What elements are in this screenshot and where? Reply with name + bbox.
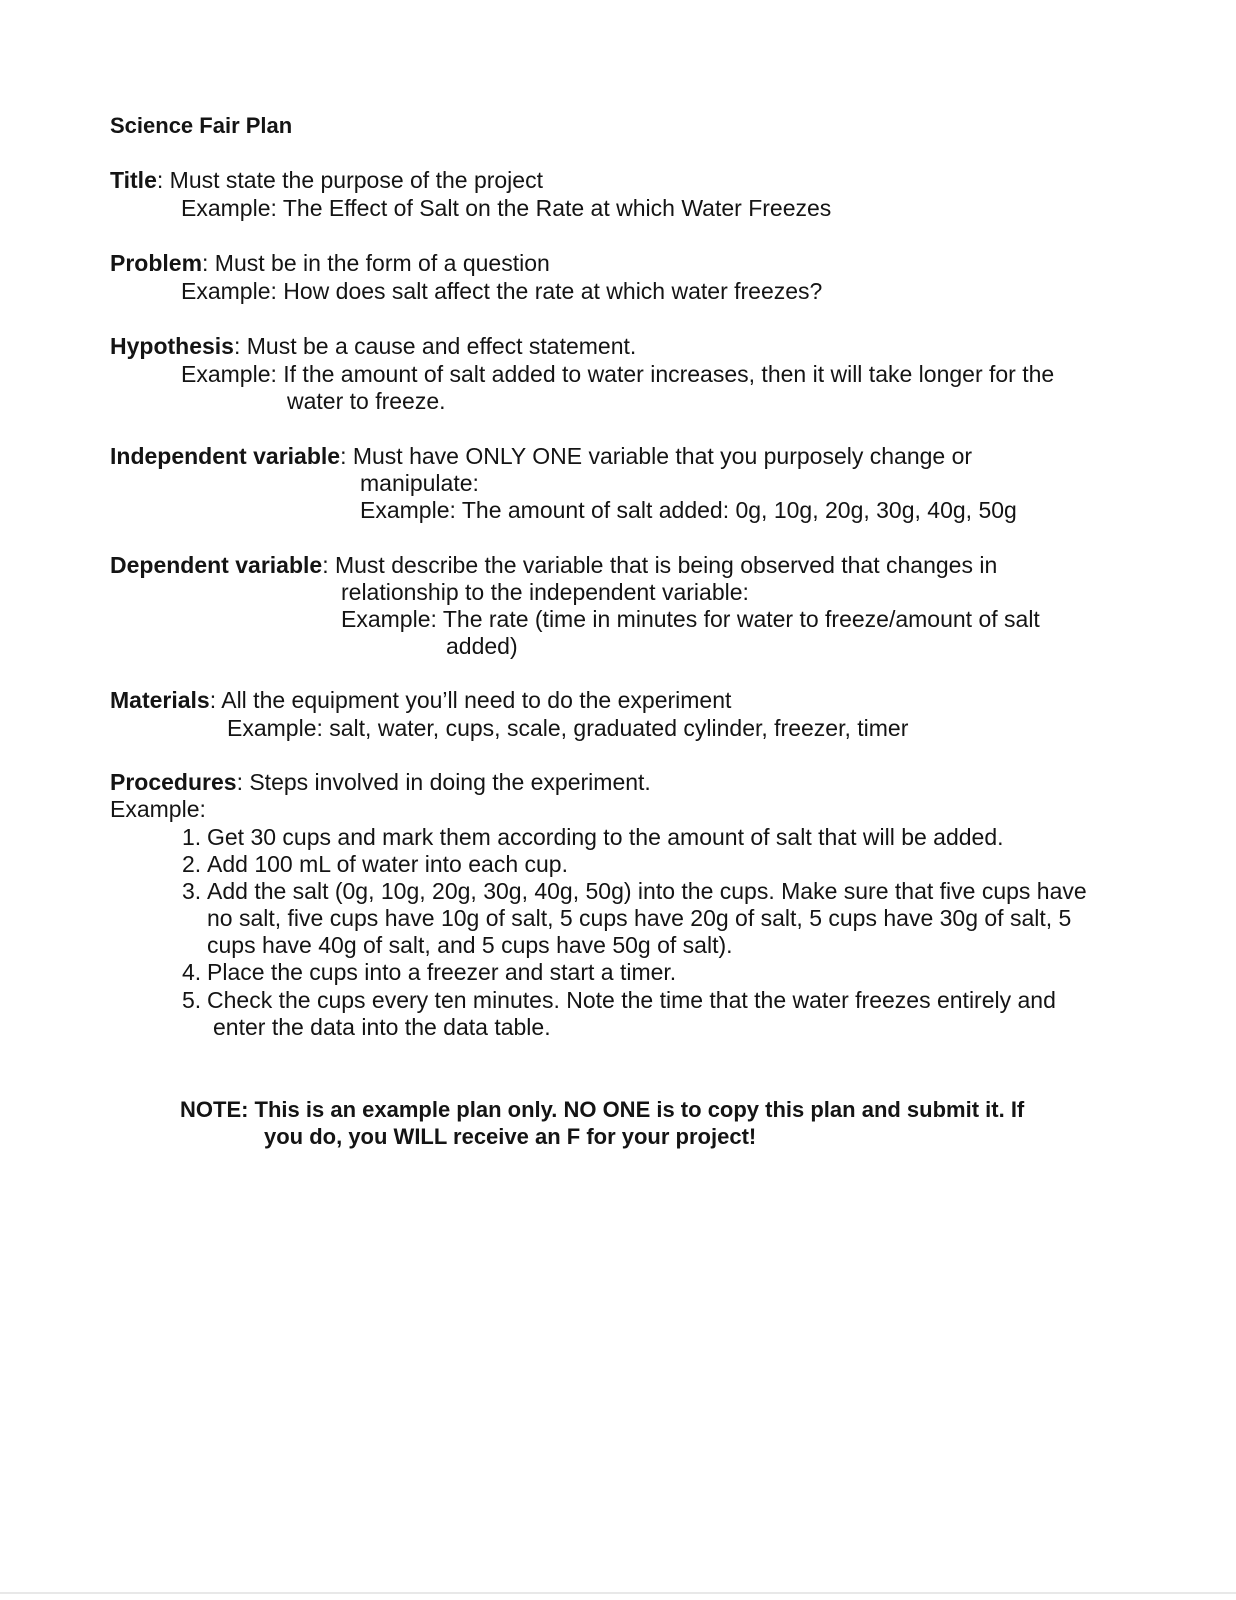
problem-section-line bbox=[110, 250, 550, 277]
procedures-label: Procedures bbox=[110, 769, 237, 795]
step-text: enter the data into the data table. bbox=[213, 1014, 551, 1040]
hypothesis-description: : Must be a cause and effect statement. bbox=[233, 333, 637, 359]
page-title: Science Fair Plan bbox=[110, 113, 293, 138]
hypothesis-example-line2: water to freeze. bbox=[287, 388, 446, 414]
materials-label: Materials bbox=[110, 687, 210, 713]
step-text: Get 30 cups and mark them according to the amount of salt that will be added. bbox=[207, 824, 1004, 850]
title-label: Title bbox=[110, 167, 157, 193]
step-text: Add 100 mL of water into each cup. bbox=[207, 851, 568, 877]
problem-example: Example: How does salt affect the rate at which water freezes? bbox=[181, 278, 823, 304]
independent-variable-line bbox=[110, 443, 972, 470]
independent-variable-example: Example: The amount of salt added: 0g, 10g, 20g, 30g, 40g, 50g bbox=[360, 497, 1017, 523]
page-bottom-edge bbox=[0, 1592, 1236, 1594]
dependent-variable-label: Dependent variable bbox=[110, 552, 323, 578]
step-number: 3. bbox=[182, 878, 202, 904]
independent-variable-label: Independent variable bbox=[110, 443, 341, 469]
problem-description: : Must be in the form of a question bbox=[202, 250, 550, 276]
step-text: Place the cups into a freezer and start a timer. bbox=[207, 959, 677, 985]
step-number: 1. bbox=[182, 824, 202, 850]
step-number: 2. bbox=[182, 851, 202, 877]
materials-section-line bbox=[110, 687, 731, 714]
dependent-variable-line bbox=[110, 552, 997, 579]
dependent-variable-description: : Must describe the variable that is being observed that changes in bbox=[322, 552, 998, 578]
warning-note-line1: NOTE: This is an example plan only. NO ONE is to copy this plan and submit it. If bbox=[180, 1097, 1025, 1122]
independent-variable-description: : Must have ONLY ONE variable that you purposely change or bbox=[340, 443, 973, 469]
procedures-description: : Steps involved in doing the experiment. bbox=[236, 769, 651, 795]
warning-note-line2: you do, you WILL receive an F for your project! bbox=[264, 1124, 757, 1149]
title-section-line bbox=[110, 167, 543, 194]
hypothesis-section-line bbox=[110, 333, 636, 360]
problem-label: Problem bbox=[110, 250, 203, 276]
dependent-variable-example-line2: added) bbox=[446, 633, 518, 659]
dependent-variable-description-line2: relationship to the independent variable: bbox=[341, 579, 749, 605]
dependent-variable-example-line1: Example: The rate (time in minutes for water to freeze/amount of salt bbox=[341, 606, 1040, 632]
title-description: : Must state the purpose of the project bbox=[156, 167, 543, 193]
step-text: no salt, five cups have 10g of salt, 5 cups have 20g of salt, 5 cups have 30g of salt, 5 bbox=[207, 905, 1072, 931]
step-text: Add the salt (0g, 10g, 20g, 30g, 40g, 50g) into the cups. Make sure that five cups have bbox=[207, 878, 1087, 904]
step-number: 5. bbox=[182, 987, 202, 1013]
hypothesis-label: Hypothesis bbox=[110, 333, 234, 359]
materials-description: : All the equipment you’ll need to do the experiment bbox=[209, 687, 732, 713]
independent-variable-description-line2: manipulate: bbox=[360, 470, 479, 496]
step-text: Check the cups every ten minutes. Note the time that the water freezes entirely and bbox=[207, 987, 1056, 1013]
hypothesis-example-line1: Example: If the amount of salt added to water increases, then it will take longer for the bbox=[181, 361, 1055, 387]
step-text: cups have 40g of salt, and 5 cups have 50g of salt). bbox=[207, 932, 733, 958]
procedures-example-label: Example: bbox=[110, 796, 206, 822]
title-example: Example: The Effect of Salt on the Rate at which Water Freezes bbox=[181, 195, 832, 221]
step-number: 4. bbox=[182, 959, 202, 985]
materials-example: Example: salt, water, cups, scale, graduated cylinder, freezer, timer bbox=[227, 715, 909, 741]
procedures-section-line bbox=[110, 769, 651, 796]
